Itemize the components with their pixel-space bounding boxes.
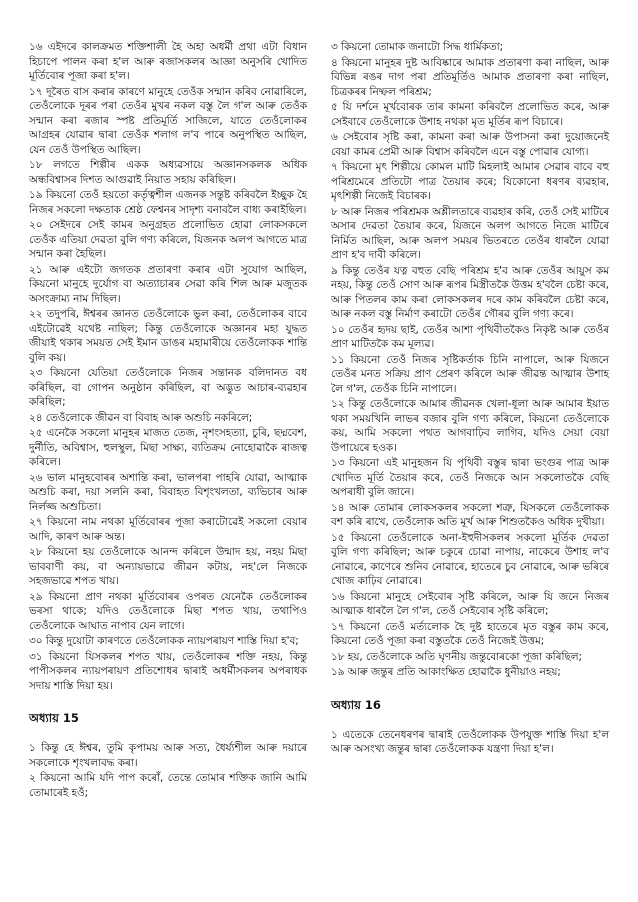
verse: ১ কিন্তু হে ঈশ্বৰ, তুমি কৃপাময় আৰু সত্য, ধৈৰ্য্যশীল আৰু দয়াৰে সকলোকে শৃংখলাবদ্ধ কৰা।: [29, 742, 307, 769]
verse: ১৮ লগতে শিল্পীৰ একক অধ্যৱসায়ে অজ্ঞানসকলক অধিক অন্ধবিশ্বাসৰ দিশত আগুৱাই নিয়াত সহায় কৰিছিল।: [29, 159, 307, 186]
chapter-heading: অধ্যায় 16: [331, 697, 381, 712]
verse: ৯ কিন্তু তেওঁৰ যত্ন বহুত বেছি পৰিশ্ৰম হ'ব আৰু তেওঁৰ আয়ুস কম নহয়, কিন্তু তেওঁ সোণ আৰু ৰূপৰ মিস্ত্ৰীতকৈ উত্তম হ'বলৈ চেষ্টা কৰে, আৰু পিতলৰ কাম কৰা লোকসকলৰ দৰে কাম কৰিবলৈ চেষ্টা কৰে, আৰু নকল বস্তু নিৰ্মাণ কৰাটো তেওঁৰ গৌৰৱ বুলি গণ্য কৰে।: [331, 264, 609, 320]
verse: ১৩ কিয়নো এই মানুহজন যি পৃথিবী বস্তুৰ দ্বাৰা ভংগুৰ পাত্ৰ আৰু খোদিত মূৰ্তি তৈয়াৰ কৰে, তেওঁ নিজকে আন সকলোতকৈ বেছি অপৰাধী বুলি জানে।: [331, 457, 609, 498]
verse: ৫ যি দৰ্শনে মূৰ্খবোৰক তাৰ কামনা কৰিবলৈ প্ৰলোভিত কৰে, আৰু সেইবাবে তেওঁলোকে উশাহ নথকা মৃত মূৰ্তিৰ ৰূপ বিচাৰে।: [331, 101, 609, 128]
verse: ১৯ কিয়নো তেওঁ হয়তো কৰ্তৃত্বশীল এজনক সন্তুষ্ট কৰিবলৈ ইচ্ছুক হৈ নিজৰ সকলো দক্ষতাক শ্ৰেষ্ঠ ফেশ্বনৰ সাদৃশ্য বনাবলৈ বাধ্য কৰাইছিল।: [29, 189, 307, 216]
verse: ২১ আৰু এইটো জগতক প্ৰতাৰণা কৰাৰ এটা সুযোগ আছিল, কিয়নো মানুহে দুৰ্যোগ বা অত্যাচাৰৰ সেৱা কৰি শিল আৰু মজুতক অসংক্ৰাম্য নাম দিছিল।: [29, 263, 307, 305]
verse: ১৫ কিয়নো তেওঁলোকে অনা-ইহুদীসকলৰ সকলো মূৰ্তিক দেৱতা বুলি গণ্য কৰিছিল; আৰু চকুৰে চোৱা নাপায়, নাকেৰে উশাহ ল'ব নোৱাৰে, কাণেৰে শুনিব নোৱাৰে, হাতেৰে চুব নোৱাৰে, আৰু ভৰিৰে খোজ কাঢ়িব নোৱাৰে।: [331, 531, 609, 587]
verse: ৩ কিয়নো তোমাক জনাটো সিদ্ধ ধাৰ্মিকতা;: [331, 41, 504, 53]
verse: ২৯ কিয়নো প্ৰাণ নথকা মূৰ্তিবোৰৰ ওপৰত যেনেকৈ তেওঁলোকৰ ভৰসা থাকে; যদিও তেওঁলোকে মিছা শপত খায়, তথাপিও তেওঁলোকে আঘাত নাপাব যেন লাগে।: [29, 590, 307, 632]
verse: ৪ কিয়নো মানুহৰ দুষ্ট আবিষ্কাৰে আমাক প্ৰতাৰণা কৰা নাছিল, আৰু বিভিন্ন ৰঙৰ দাগ পৰা প্ৰতিমূৰ্তিও আমাক প্ৰতাৰণা কৰা নাছিল, চিত্ৰকৰৰ নিষ্ফল পৰিশ্ৰম;: [331, 56, 609, 98]
verse-list-chapter-15-start: [29, 741, 307, 800]
verse: ৩১ কিয়নো যিসকলৰ শপত খায়, তেওঁলোকৰ শক্তি নহয়, কিন্তু পাপীসকলৰ ন্যায়পৰায়ণ প্ৰতিশোধৰ দ্বাৰাই অধৰ্মীসকলৰ অপৰাধক সদায় শাস্তি দিয়া হয়।: [29, 650, 307, 692]
verse: ১৭ কিয়নো তেওঁ মৰ্ত্যলোক হৈ দুষ্ট হাতেৰে মৃত বস্তুৰ কাম কৰে, কিয়নো তেওঁ পূজা কৰা বস্তুতকৈ তেওঁ নিজেই উত্তম;: [331, 620, 609, 647]
verse: ১২ কিন্তু তেওঁলোকে আমাৰ জীৱনক খেলা-ধূলা আৰু আমাৰ ইয়াত থকা সময়খিনি লাভৰ বজাৰ বুলি গণ্য কৰিলে, কিয়নো তেওঁলোকে কয়, আমি সকলো পথত আগবাঢ়িব লাগিব, যদিও সেয়া বেয়া উপায়েৰে হওক।: [331, 398, 609, 454]
verse: ২৮ কিয়নো হয় তেওঁলোকে আনন্দ কৰিলে উন্মাদ হয়, নহয় মিছা ভাববাণী কয়, বা অন্যায়ভাৱে জীৱন কটায়, নহ'লে নিজকে সহজভাৱে শপত খায়।: [29, 546, 307, 587]
chapter-heading: অধ্যায় 15: [29, 711, 79, 725]
verse-list-chapter-16-start: [331, 728, 609, 757]
verse: ৬ সেইবোৰ সৃষ্টি কৰা, কামনা কৰা আৰু উপাসনা কৰা দুয়োজনেই বেয়া কামৰ প্ৰেমী আৰু বিশ্বাস কৰিবলৈ এনে বস্তু পোৱাৰ যোগ্য।: [331, 131, 609, 158]
right-column: [331, 40, 609, 758]
verse: ১৪ আৰু তোমাৰ লোকসকলৰ সকলো শত্ৰু, যিসকলে তেওঁলোকক বশ কৰি ৰাখে, তেওঁলোক অতি মূৰ্খ আৰু শিশুতকৈও অধিক দুখীয়া।: [331, 501, 609, 528]
verse: ২৩ কিয়নো যেতিয়া তেওঁলোকে নিজৰ সন্তানক বলিদানত বধ কৰিছিল, বা গোপন অনুষ্ঠান কৰিছিল, বা অদ্ভুত আচাৰ-ব্যৱহাৰ কৰিছিল;: [29, 367, 307, 408]
verse: ৮ আৰু নিজৰ পৰিশ্ৰমক অশ্লীলতাৰে ব্যৱহাৰ কৰি, তেওঁ সেই মাটিৰে অসাৰ দেৱতা তৈয়াৰ কৰে, যিজনে অলপ আগতে নিজে মাটিৰে নিৰ্মিত আছিল, আৰু অলপ সময়ৰ ভিতৰতে তেওঁৰ ধাৰলৈ যোৱা প্ৰাণ হ'ব দাবী কৰিলে।: [331, 205, 609, 261]
verse: ১৬ এইদৰে কালক্ৰমত শক্তিশালী হৈ অহা অধৰ্মী প্ৰথা এটা বিধান হিচাপে পালন কৰা হ'ল আৰু ৰজাসকলৰ আজ্ঞা অনুসৰি খোদিত মূৰ্তিবোৰ পূজা কৰা হ'ল।: [29, 41, 307, 82]
verse: ২৫ এনেকৈ সকলো মানুহৰ মাজত তেজ, নৃশংসহত্যা, চুৰি, ছদ্মবেশ, দুৰ্নীতি, অবিশ্বাস, হুলস্থুল, মিছা সাক্ষ্য, ব্যতিক্ৰম নোহোৱাকৈ ৰাজত্ব কৰিলে।: [29, 427, 307, 468]
verse: ২২ তদুপৰি, ঈশ্বৰৰ জ্ঞানত তেওঁলোকে ভুল কৰা, তেওঁলোকৰ বাবে এইটোৱেই যথেষ্ট নাছিল; কিন্তু তেওঁলোকে অজ্ঞানৰ মহা যুদ্ধত জীয়াই থকাৰ সময়ত সেই ইমান ডাঙৰ মহামাৰীয়ে তেওঁলোকক শান্তি বুলি কয়।: [29, 308, 307, 364]
verse: ১৬ কিয়নো মানুহে সেইবোৰ সৃষ্টি কৰিলে, আৰু যি জনে নিজৰ আত্মাক ধাৰলৈ লৈ গ'ল, তেওঁ সেইবোৰ সৃষ্টি কৰিলে;: [331, 590, 609, 617]
left-column: [29, 40, 307, 801]
verse: ১৭ দূৰৈত বাস কৰাৰ কাৰণে মানুহে তেওঁক সন্মান কৰিব নোৱাৰিলে, তেওঁলোকে দূৰৰ পৰা তেওঁৰ মুখৰ নকল বস্তু লৈ গ'ল আৰু তেওঁক সন্মান কৰা ৰজাৰ স্পষ্ট প্ৰতিমূৰ্তি সাজিলে, যাতে তেওঁলোকৰ আগ্ৰহৰ যোৱাৰ দ্বাৰা তেওঁক শলাগ ল'ব পাৰে অনুপস্থিত আছিল, যেন তেওঁ উপস্থিত আছিল।: [29, 85, 307, 156]
verse-list-chapter-15: [331, 40, 609, 680]
verse: ২০ সেইদৰে সেই কামৰ অনুগ্ৰহত প্ৰলোভিত হোৱা লোকসকলে তেওঁক এতিয়া দেৱতা বুলি গণ্য কৰিলে, যিজনক অলপ আগতে মাত্ৰ সন্মান কৰা হৈছিল।: [29, 219, 307, 260]
verse: ২৭ কিয়নো নাম নথকা মূৰ্তিবোৰৰ পূজা কৰাটোৱেই সকলো বেয়াৰ আদি, কাৰণ আৰু অন্ত।: [29, 516, 307, 543]
verse: ২৬ ভাল মানুহবোৰৰ অশান্তি কৰা, ভালপৰা পাহৰি যোৱা, আত্মাক অশুচি কৰা, দয়া সলনি কৰা, বিবাহত বিশৃংখলতা, ব্যভিচাৰ আৰু নিৰ্লজ্জ অশুচিতা।: [29, 471, 307, 513]
verse: ২৪ তেওঁলোকে জীৱন বা বিবাহ আৰু অশুচি নকৰিলে;: [29, 411, 253, 424]
verse-list-chapter-14-end: [29, 40, 307, 693]
verse: ১০ তেওঁৰ হৃদয় ছাই, তেওঁৰ আশা পৃথিবীতকৈও নিকৃষ্ট আৰু তেওঁৰ প্ৰাণ মাটিতকৈ কম মূল্যৱ।: [331, 323, 609, 350]
verse: ২ কিয়নো আমি যদি পাপ কৰোঁ, তেন্তে তোমাৰ শক্তিক জানি আমি তোমাৰেই হওঁ;: [29, 772, 307, 799]
verse: ১৮ হয়, তেওঁলোকে অতি ঘৃণনীয় জন্তুবোৰকো পূজা কৰিছিল;: [331, 650, 582, 663]
verse: ৩০ কিন্তু দুয়োটা কাৰণতে তেওঁলোকক ন্যায়পৰায়ণ শাস্তি দিয়া হ'ব;: [29, 635, 299, 647]
verse: ১৯ আৰু জন্তুৰ প্ৰতি আকাংক্ষিত হোৱাকৈ ধুনীয়াও নহয়;: [331, 666, 561, 678]
verse: ১ এতেকে তেনেধৰণৰ দ্বাৰাই তেওঁলোকক উপযুক্ত শাস্তি দিয়া হ'ল আৰু অসংখ্য জন্তুৰ দ্বাৰা তেওঁলোকক যন্ত্ৰণা দিয়া হ'ল।: [331, 728, 609, 755]
verse: ৭ কিয়নো মৃৎ শিল্পীয়ে কোমল মাটি মিহলাই আমাৰ সেৱাৰ বাবে বহু পৰিশ্ৰমেৰে প্ৰতিটো পাত্ৰ তৈয়াৰ কৰে; যিকোনো ধৰণৰ ব্যৱহাৰ, মৃৎশিল্পী নিজেই বিচাৰক।: [331, 161, 609, 202]
verse: ১১ কিয়নো তেওঁ নিজৰ সৃষ্টিকৰ্তাক চিনি নাপালে, আৰু যিজনে তেওঁৰ মনত সক্ৰিয় প্ৰাণ প্ৰেৰণ কৰিলে আৰু জীৱন্ত আত্মাৰ উশাহ লৈ গ'ল, তেওঁক চিনি নাপালে।: [331, 353, 609, 395]
